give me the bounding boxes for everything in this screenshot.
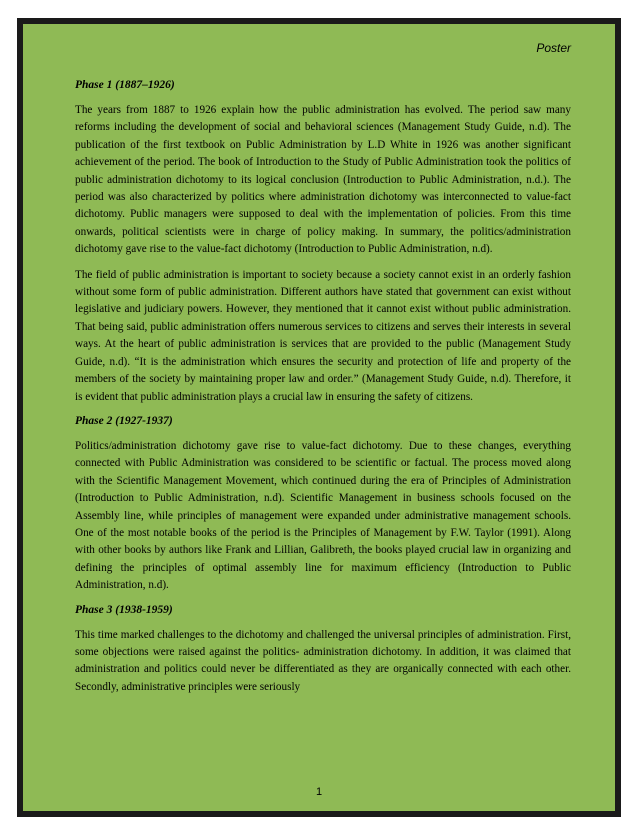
section-heading: Phase 2 (1927-1937) bbox=[75, 414, 173, 427]
section-phase-3 bbox=[75, 603, 571, 697]
page-frame bbox=[17, 18, 621, 817]
paragraph: This time marked challenges to the dichotomy and challenged the universal principles of administration. First, some objections were raised against the politics- administration dichotomy. In addition, it was claimed that administration and politics could never be differentiated as they are organically connected with each other. Secondly, administrative principles were seriously bbox=[75, 628, 571, 693]
paragraph: The years from 1887 to 1926 explain how the public administration has evolved. The period saw many reforms including the development of social and behavioral sciences (Management Study Guide, n.d). The publication of the first textbook on Public Administration by L.D White in 1926 was another significant achievement of the period. The book of Introduction to the Study of Public Administration took the politics of public administration dichotomy to its logical conclusion (Introduction to Public Administration, n.d.). The period was also characterized by politics where administration dichotomy was interconnected to value-fact dichotomy. Public managers were supposed to deal with the implementation of policies. From this time onwards, political scientists were in charge of policy making. In summary, the politics/administration dichotomy gave rise to the value-fact dichotomy (Introduction to Public Administration, n.d). bbox=[75, 104, 571, 256]
paragraph: Politics/administration dichotomy gave rise to value-fact dichotomy. Due to these changes, everything connected with Public Administration was considered to be scientific or factual. The process moved along with the Scientific Management Movement, which continued during the era of Principles of Administration (Introduction to Public Administration, n.d). Scientific Management in business schools focused on the Assembly line, while principles of management were expanded under administrative management schools. One of the most notable books of the period is the Principles of Management by F.W. Taylor (1991). Along with other books by authors like Frank and Lillian, Galibreth, the books played crucial law in organizing and defining the principles of optimal assembly line for maximum efficiency (Introduction to Public Administration, n.d). bbox=[75, 439, 571, 592]
paragraph: The field of public administration is important to society because a society cannot exist in an orderly fashion without some form of public administration. Different authors have stated that government can exist without legislative and judiciary powers. However, they mentioned that it cannot exist without public administration. That being said, public administration offers numerous services to citizens and serves their interests in several ways. At the heart of public administration is services that are provided to the public (Management Study Guide, n.d). “It is the administration which ensures the security and protection of life and property of the members of the society by maintaining proper law and order.” (Management Study Guide, n.d). Therefore, it is evident that public administration plays a crucial law in ensuring the safety of citizens. bbox=[75, 268, 571, 403]
running-header: Poster bbox=[536, 41, 571, 55]
document-body bbox=[75, 78, 571, 704]
section-heading: Phase 1 (1887–1926) bbox=[75, 79, 175, 91]
section-phase-2 bbox=[75, 414, 571, 595]
section-phase-1 bbox=[75, 78, 571, 406]
page-number: 1 bbox=[315, 786, 323, 798]
section-heading: Phase 3 (1938-1959) bbox=[75, 603, 173, 616]
